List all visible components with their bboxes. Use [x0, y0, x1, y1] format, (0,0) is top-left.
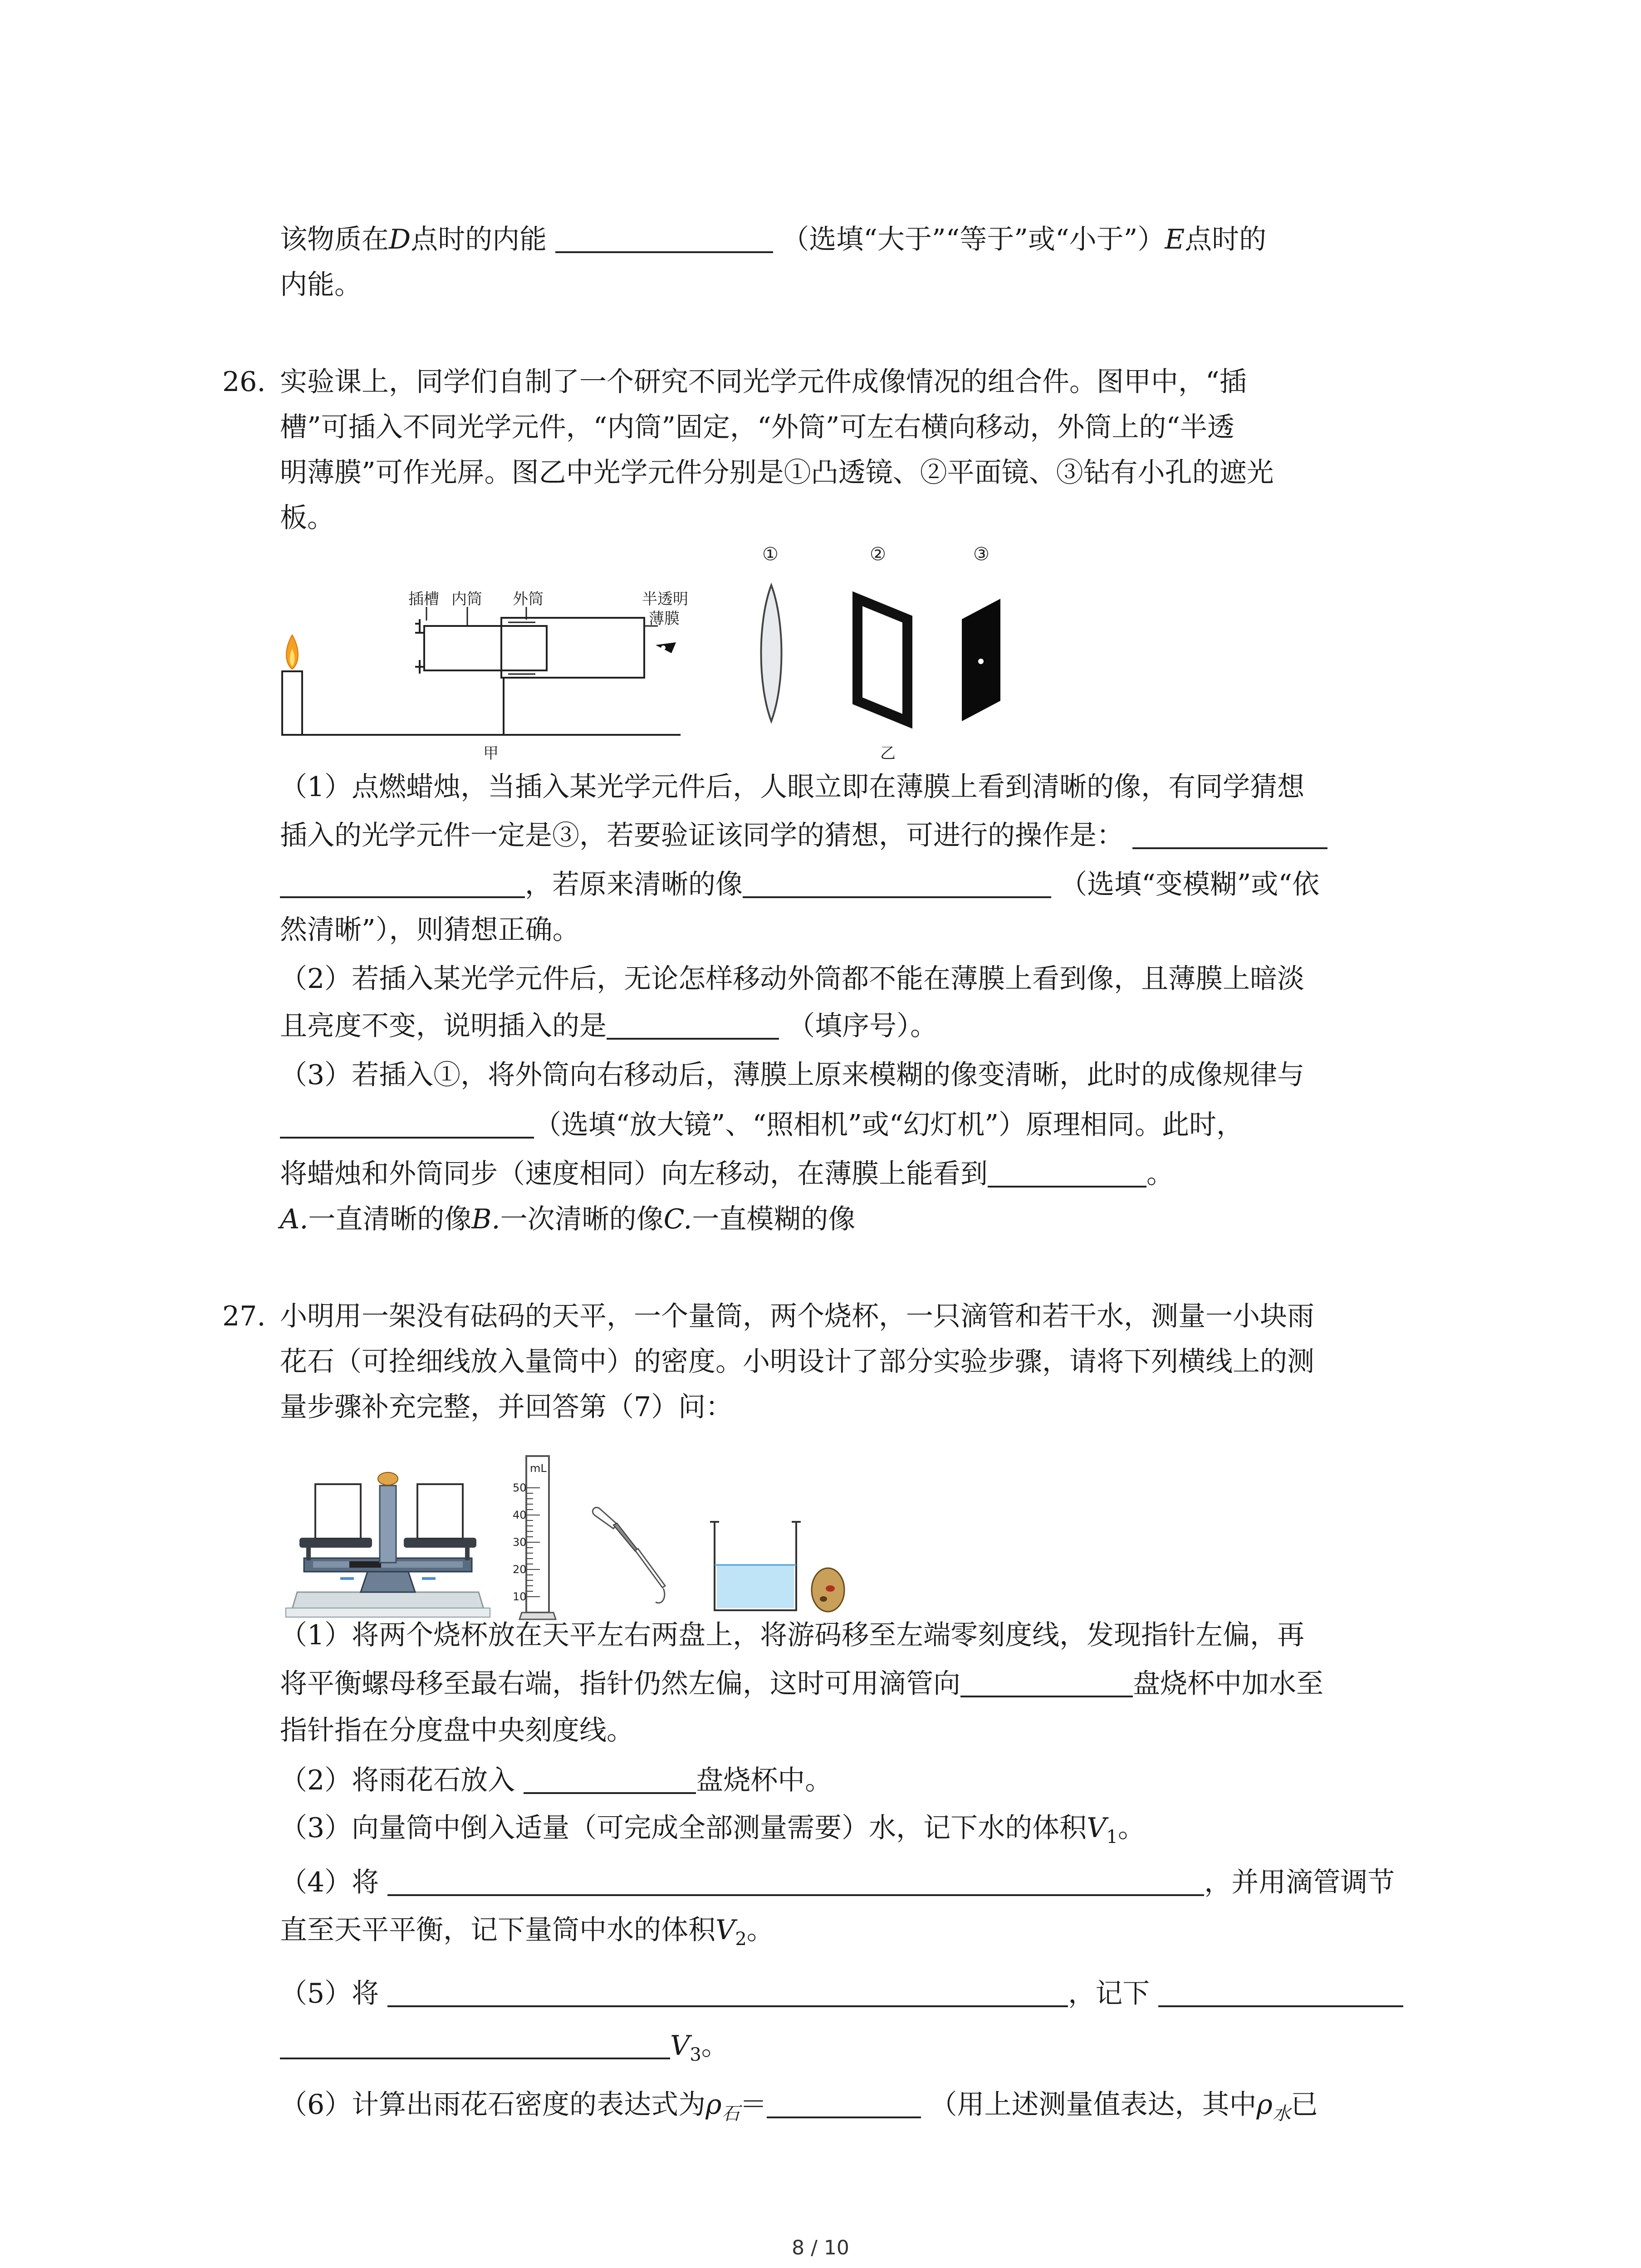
- option-A-text: 一直清晰的像: [308, 1203, 472, 1235]
- label-3: ③: [973, 544, 989, 565]
- label-outer-tube: 外筒: [513, 590, 544, 608]
- text: ，并用滴管调节: [1204, 1867, 1395, 1898]
- cylinder-tick: 20: [513, 1563, 527, 1576]
- convex-lens-icon: [761, 585, 782, 721]
- q27-equipment-figure: [272, 1442, 862, 1624]
- option-A-letter: A.: [280, 1203, 309, 1235]
- label-film-1: 半透明: [642, 590, 688, 608]
- text: 插入的光学元件一定是③，若要验证该同学的猜想，可进行的操作是：: [280, 820, 1124, 851]
- q27-s4-line-2: [280, 1912, 774, 1957]
- var-D: D: [389, 224, 411, 255]
- subscript: 2: [735, 1929, 747, 1950]
- answer-blank[interactable]: [960, 1667, 1133, 1697]
- plane-mirror-icon: [857, 599, 907, 721]
- q26-stem-2: 槽”可插入不同光学元件，“内筒”固定，“外筒”可左右横向移动，外筒上的“半透: [280, 411, 1235, 443]
- label-1: ①: [762, 544, 779, 565]
- q26-stem-3: 明薄膜”可作光屏。图乙中光学元件分别是①凸透镜、②平面镜、③钻有小孔的遮光: [280, 457, 1274, 489]
- text: （4）将: [280, 1867, 379, 1898]
- stone-icon: [812, 1568, 844, 1612]
- q26-options: [280, 1201, 855, 1237]
- option-C-letter: C.: [663, 1203, 692, 1235]
- caption-jia: 甲: [483, 744, 499, 763]
- q26-p2-line-2: [280, 1008, 937, 1044]
- var-V: V: [670, 2030, 690, 2062]
- label-film-2: 薄膜: [649, 610, 680, 628]
- cylinder-unit: mL: [530, 1462, 547, 1475]
- q27-s1-line-2: [280, 1666, 1323, 1702]
- q26-p3-line-2: [280, 1107, 1244, 1143]
- candle-icon: [282, 635, 302, 735]
- text: （用上述测量值表达，其中: [930, 2089, 1257, 2121]
- top-line-1: [280, 221, 1266, 258]
- label-inner-tube: 内筒: [451, 590, 482, 608]
- answer-blank[interactable]: [387, 1866, 1204, 1896]
- dropper-icon: [593, 1507, 665, 1603]
- answer-blank[interactable]: [280, 1109, 534, 1139]
- var-E: E: [1165, 224, 1185, 255]
- q26-p1-line-3: [280, 866, 1319, 903]
- option-C-text: 一直模糊的像: [692, 1203, 856, 1235]
- q26-p3-line-1: （3）若插入①，将外筒向右移动后，薄膜上原来模糊的像变清晰，此时的成像规律与: [280, 1059, 1305, 1091]
- q26-stem-1: 实验课上，同学们自制了一个研究不同光学元件成像情况的组合件。图甲中，“插: [280, 366, 1247, 398]
- balance-icon: [286, 1472, 490, 1617]
- var-rho: ρ: [705, 2089, 722, 2121]
- q26-p1-line-4: 然清晰”），则猜想正确。: [280, 914, 580, 946]
- text: ，记下: [1068, 1978, 1150, 2009]
- text: 直至天平平衡，记下量筒中水的体积: [280, 1914, 715, 1946]
- answer-blank[interactable]: [555, 223, 773, 253]
- text: 盘烧杯中。: [696, 1765, 833, 1796]
- text: 已: [1290, 2089, 1318, 2121]
- text: 将平衡螺母移至最右端，指针仍然左偏，这时可用滴管向: [280, 1668, 960, 1700]
- q27-s5-line-2: [280, 2028, 729, 2073]
- q26-p1-line-2: [280, 817, 1327, 854]
- cylinder-tick: 10: [513, 1590, 527, 1603]
- var-V: V: [715, 1914, 735, 1946]
- answer-blank[interactable]: [1132, 819, 1327, 849]
- slot: [415, 619, 424, 674]
- answer-blank[interactable]: [743, 868, 1051, 898]
- q27-stem-3: 量步骤补充完整，并回答第（7）问：: [280, 1391, 733, 1423]
- answer-blank[interactable]: [607, 1010, 779, 1040]
- q27-s2: [280, 1762, 832, 1799]
- page-number: 8 / 10: [792, 2236, 849, 2259]
- q27-s1-line-1: （1）将两个烧杯放在天平左右两盘上，将游码移至左端零刻度线，发现指针左偏，再: [280, 1619, 1305, 1651]
- option-B-letter: B.: [471, 1203, 500, 1235]
- caption-yi: 乙: [880, 744, 896, 763]
- q27-s1-line-3: 指针指在分度盘中央刻度线。: [280, 1715, 634, 1746]
- answer-blank[interactable]: [524, 1764, 696, 1794]
- q26-p2-line-1: （2）若插入某光学元件后，无论怎样移动外筒都不能在薄膜上看到像，且薄膜上暗淡: [280, 963, 1305, 995]
- text: 。: [701, 2030, 729, 2062]
- label-slot: 插槽: [408, 590, 439, 608]
- answer-blank[interactable]: [280, 2029, 670, 2059]
- text: ＝: [740, 2089, 767, 2121]
- q26-p3-line-3: [280, 1156, 1174, 1192]
- text: （选填“放大镜”、“照相机”或“幻灯机”）原理相同。此时，: [534, 1109, 1244, 1141]
- q26-stem-4: 板。: [280, 502, 334, 534]
- answer-blank[interactable]: [1158, 1977, 1403, 2007]
- top-line-2: 内能。: [280, 269, 362, 301]
- text: （2）将雨花石放入: [280, 1765, 515, 1796]
- answer-blank[interactable]: [387, 1977, 1068, 2007]
- eye-icon: [656, 642, 676, 653]
- text: 。: [1146, 1158, 1174, 1190]
- label-2: ②: [870, 544, 886, 565]
- text: 盘烧杯中加水至: [1133, 1668, 1323, 1700]
- q27-s4-line-1: [280, 1864, 1395, 1901]
- option-B-text: 一次清晰的像: [500, 1203, 664, 1235]
- q26-figure: [272, 540, 1043, 767]
- text: （6）计算出雨花石密度的表达式为: [280, 2089, 706, 2121]
- text: （5）将: [280, 1978, 379, 2009]
- subscript: 3: [690, 2044, 701, 2065]
- q27-s3: [280, 1810, 1145, 1855]
- measuring-cylinder-icon: [513, 1456, 556, 1619]
- var-V: V: [1087, 1812, 1107, 1844]
- q26-p1-line-1: （1）点燃蜡烛，当插入某光学元件后，人眼立即在薄膜上看到清晰的像，有同学猜想: [280, 771, 1305, 803]
- question-number-27: 27.: [222, 1300, 266, 1332]
- text: 且亮度不变，说明插入的是: [280, 1010, 607, 1042]
- beaker-icon: [710, 1522, 801, 1610]
- answer-blank[interactable]: [767, 2088, 921, 2118]
- cylinder-tick: 30: [513, 1536, 527, 1549]
- cylinder-tick: 50: [513, 1481, 527, 1494]
- answer-blank[interactable]: [988, 1158, 1146, 1188]
- question-number-26: 26.: [222, 366, 266, 398]
- q27-s6: [280, 2087, 1318, 2132]
- q27-s5-line-1: [280, 1975, 1403, 2012]
- cylinder-tick: 40: [513, 1509, 527, 1521]
- text: 。: [746, 1914, 774, 1946]
- var-rho: ρ: [1256, 2089, 1273, 2121]
- text: ，若原来清晰的像: [525, 869, 743, 900]
- text: （填序号）。: [788, 1010, 938, 1042]
- text: 该物质在: [280, 224, 389, 255]
- subscript: 水: [1272, 2103, 1291, 2124]
- text: 。: [1117, 1812, 1145, 1844]
- q27-stem-1: 小明用一架没有砝码的天平，一个量筒，两个烧杯，一只滴管和若干水，测量一小块雨: [280, 1300, 1314, 1332]
- text: 将蜡烛和外筒同步（速度相同）向左移动，在薄膜上能看到: [280, 1158, 988, 1190]
- subscript: 1: [1106, 1827, 1118, 1848]
- inner-tube: [424, 626, 547, 670]
- answer-blank[interactable]: [280, 868, 525, 898]
- text: 点时的: [1185, 224, 1267, 255]
- text: （选填“变模糊”或“依: [1060, 869, 1320, 900]
- pinhole-board-icon: [962, 599, 1000, 721]
- text: （3）向量筒中倒入适量（可完成全部测量需要）水，记下水的体积: [280, 1812, 1087, 1844]
- subscript: 石: [721, 2103, 740, 2124]
- text: 点时的内能: [411, 224, 547, 255]
- q27-stem-2: 花石（可拴细线放入量筒中）的密度。小明设计了部分实验步骤，请将下列横线上的测: [280, 1346, 1314, 1378]
- text: （选填“大于”“等于”或“小于”）: [782, 224, 1165, 255]
